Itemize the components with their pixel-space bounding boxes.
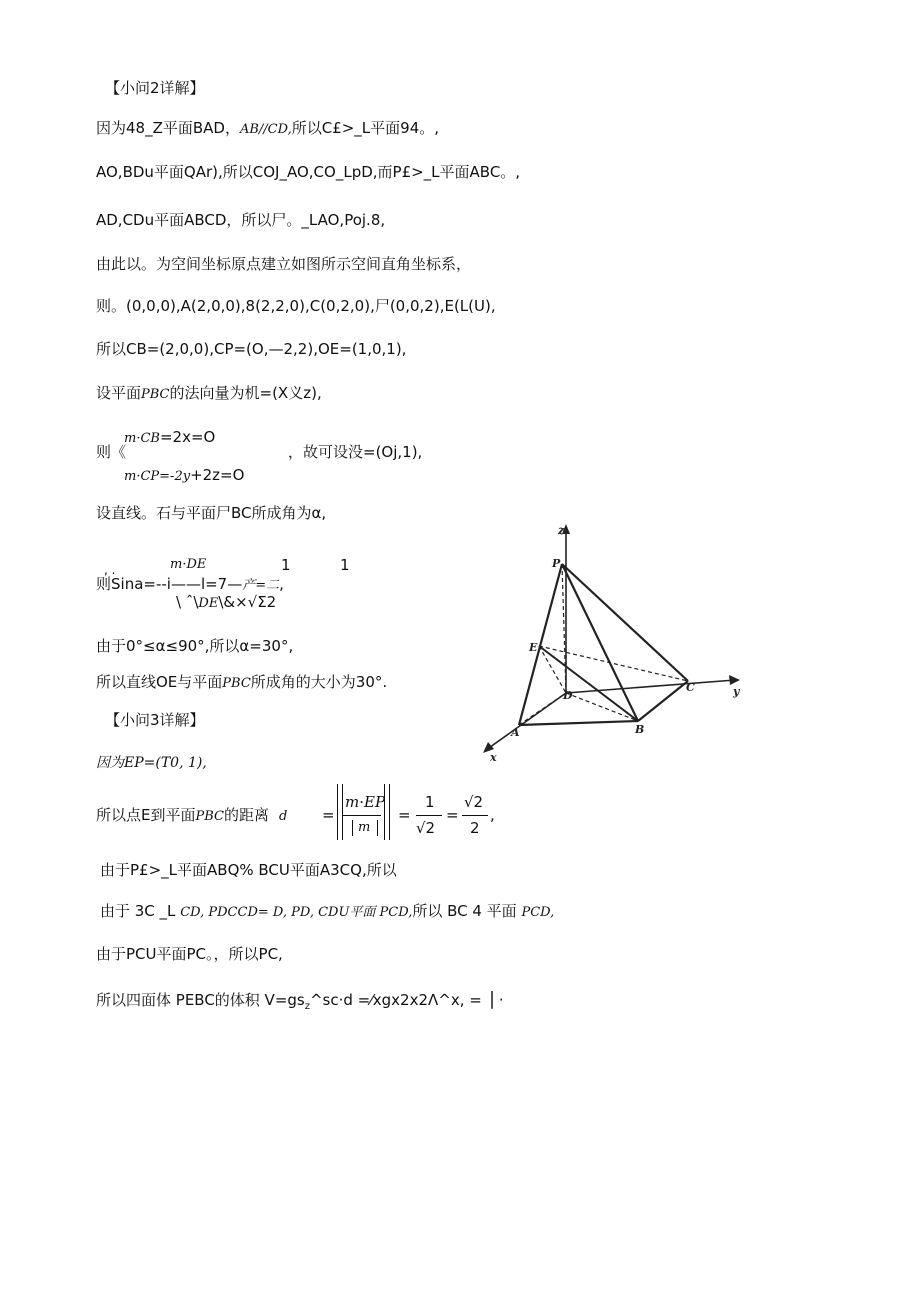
equals-sign: = xyxy=(322,806,335,824)
fraction-bar xyxy=(462,815,488,816)
edge-ED xyxy=(539,646,566,693)
text: 所以四面体 PEBC的体积 V=gs xyxy=(96,991,305,1009)
math-de: DE xyxy=(198,596,219,611)
q2-line-4: 由此以。为空间坐标原点建立如图所示空间直角坐标系， xyxy=(96,255,472,273)
text: 的法向量为机=(X义z), xyxy=(169,384,322,402)
math-ab-parallel-cd: AB//CD, xyxy=(239,122,292,137)
text: 因为48_Z平面BAD， xyxy=(96,119,240,137)
edge-PC xyxy=(562,564,688,681)
label-E: E xyxy=(529,641,538,654)
text: , xyxy=(279,575,284,593)
q3-line-2 xyxy=(96,805,287,827)
math-fraction: 产=二 xyxy=(242,578,280,593)
q2-line-7 xyxy=(96,383,322,405)
system-brace: 则《 xyxy=(96,443,127,461)
q2-line-5: 则。(0,0,0),A(2,0,0),8(2,2,0),C(0,2,0),尸(0,0,2),E(L(U), xyxy=(96,297,496,315)
q2-line-9: 由于0°≤α≤90°,所以α=30°, xyxy=(96,637,294,655)
text: 所以点E到平面 xyxy=(96,806,196,824)
sin-dots: , . xyxy=(104,563,116,577)
math-text: CD, PDCCD= D, PD, CDU平面 PCD, xyxy=(180,905,413,920)
label-P: P xyxy=(552,557,561,570)
y-axis-arrow xyxy=(729,675,740,685)
q3-line-3: 由于P£>_L平面ABQ% BCU平面A3CQ,所以 xyxy=(100,861,397,879)
label-x: x xyxy=(490,751,497,764)
abs-bar-left xyxy=(337,784,343,840)
q3-line-5: 由于PCU平面PC。，所以PC, xyxy=(96,945,283,963)
sin-denominator xyxy=(176,592,276,614)
q2-line-6: 所以CB=(2,0,0),CP=(O,—2,2),OE=(1,0,1), xyxy=(96,340,407,358)
fraction-denominator: 2 xyxy=(470,819,480,837)
text: 所成角的大小为30°. xyxy=(250,673,388,691)
math-m-cp: m·CP=-2y xyxy=(124,469,191,484)
q3-line-1: 因为EP=(T0, 1), xyxy=(96,755,207,771)
math-m-ep: m·EP xyxy=(345,793,386,811)
fraction-bar xyxy=(416,815,442,816)
q2-heading: 【小问2详解】 xyxy=(105,79,205,97)
text: 所以 BC 4 平面 xyxy=(412,902,517,920)
text: \ ˆ\ xyxy=(176,593,199,611)
text: 的距离 xyxy=(223,806,269,824)
subscript: z xyxy=(304,1001,310,1012)
text: 设平面 xyxy=(96,384,142,402)
edge-AB xyxy=(519,721,638,725)
math-m: m xyxy=(358,820,371,835)
math-pcd: PCD, xyxy=(521,905,555,920)
system-eq-1 xyxy=(124,427,215,449)
text: 所以直线OE与平面 xyxy=(96,673,223,691)
q2-line-8: 设直线。石与平面尸BC所成角为α, xyxy=(96,504,327,522)
system-tail: ，故可设没=(Oj,1), xyxy=(288,443,423,461)
fraction-denominator: √2 xyxy=(416,819,436,837)
label-B: B xyxy=(635,723,645,736)
text: =2x=O xyxy=(159,428,216,446)
q3-line-4 xyxy=(100,901,554,923)
label-z: z xyxy=(558,524,565,537)
fraction-numerator: 1 xyxy=(425,793,435,811)
text: 所以C£>_L平面94。, xyxy=(291,119,440,137)
text: 则Sina=--i——l=7— xyxy=(96,575,243,593)
sin-numerator: m·DE xyxy=(170,557,207,572)
system-eq-2 xyxy=(124,465,244,487)
fraction-bar xyxy=(343,815,381,816)
fraction-numerator: √2 xyxy=(464,793,484,811)
math-pbc: PBC xyxy=(195,809,224,824)
label-C: C xyxy=(686,681,695,694)
q2-line-10 xyxy=(96,672,387,694)
q2-line-3: AD,CDu平面ABCD，所以尸。_LAO,Poj.8, xyxy=(96,211,386,229)
equals-sign: = xyxy=(446,806,459,824)
math-d: d xyxy=(279,809,288,824)
math-m-cb: m·CB xyxy=(124,431,160,446)
equals-sign: = xyxy=(398,806,411,824)
coordinate-figure xyxy=(470,520,760,765)
q3-line-6 xyxy=(96,990,504,1017)
math-pbc: PBC xyxy=(222,676,251,691)
label-D: D xyxy=(563,689,573,702)
text: +2z=O xyxy=(190,466,245,484)
edge-PB xyxy=(562,564,638,721)
abs-bar-right xyxy=(384,784,390,840)
text: 由于 3C _L xyxy=(100,902,176,920)
text: \&×√Σ2 xyxy=(218,593,277,611)
q2-line-1 xyxy=(96,118,439,140)
comma: , xyxy=(490,806,495,824)
text: ^sc·d =⁄xgx2x2Λ^x, = ⎥ · xyxy=(309,991,504,1009)
label-y: y xyxy=(733,685,740,698)
sin-one-a: 1 xyxy=(281,556,291,574)
q3-heading: 【小问3详解】 xyxy=(105,711,205,729)
sin-one-b: 1 xyxy=(340,556,350,574)
q2-line-2: AO,BDu平面QAr),所以COJ_AO,CO_LpD,而P£>_L平面ABC。, xyxy=(96,163,521,181)
label-A: A xyxy=(511,726,520,739)
math-pbc: PBC xyxy=(141,387,170,402)
